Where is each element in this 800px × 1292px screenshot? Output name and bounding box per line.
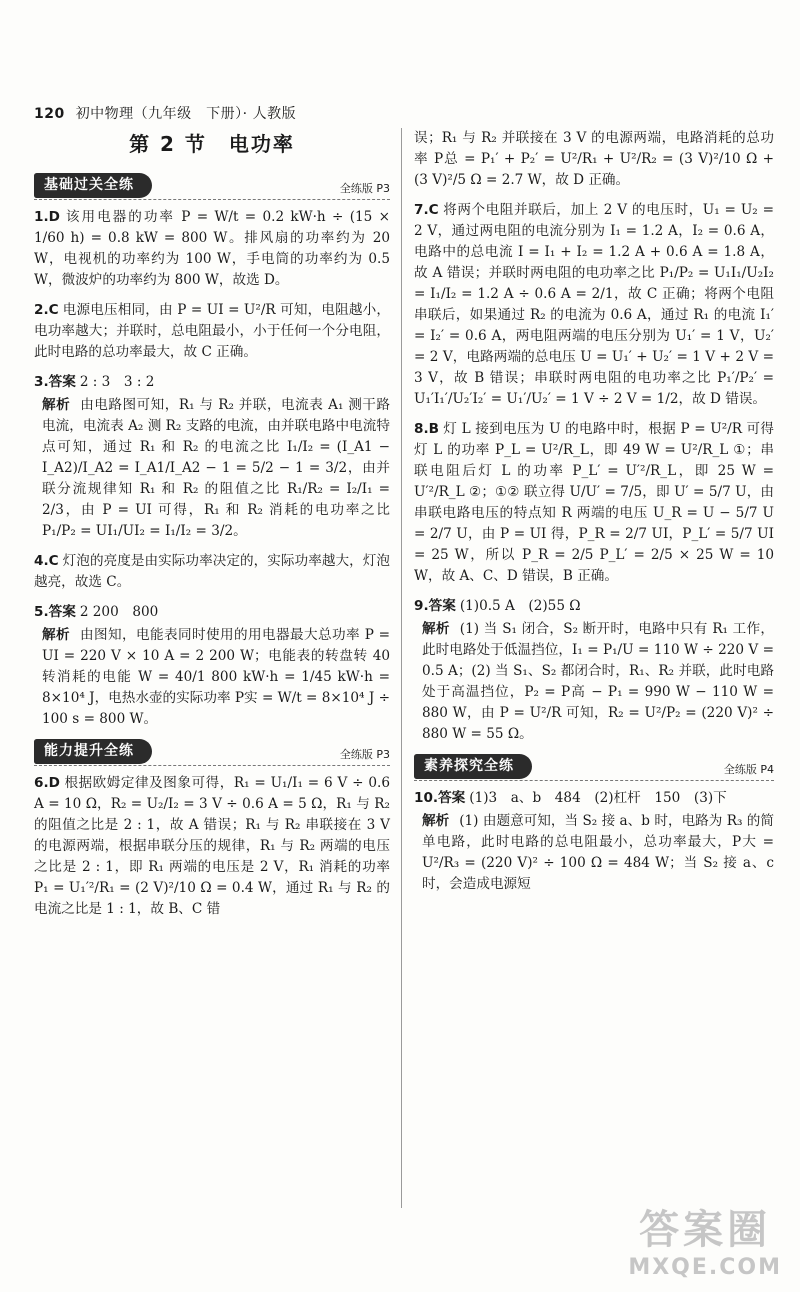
running-header xyxy=(34,103,296,123)
answer-item-5 xyxy=(34,602,390,730)
analysis-label: 解析 xyxy=(422,621,450,637)
item-number: 1.D xyxy=(34,209,60,225)
item-number: 10.答案 xyxy=(414,790,466,806)
answer-item-6 xyxy=(34,773,390,920)
section-title: 第 2 节 电功率 xyxy=(129,132,295,156)
column-divider xyxy=(401,128,402,1208)
item-number: 7.C xyxy=(414,202,439,218)
item-number: 6.D xyxy=(34,775,60,791)
dashed-rule xyxy=(414,780,774,781)
section-header-literacy xyxy=(414,754,774,778)
item-text: 灯 L 接到电压为 U 的电路中时，根据 P = U²/R 可得灯 L 的功率 P_L = U²/R_L，即 49 W = U²/R_L ①；串联电阻后灯 L 的功率 P_L′ = U′²/R_L，即 25 W = U′²/R_L ②；①② 联立得 U/U′ = 7/5，即 U′ = 5/7 U，由串联电路电压的特点知 R 两端的电压 U_R = U − 5/7 U = 2/7 U，由 P = UI 得，P_R = 2/7 UI，P_L′ = 5/7 UI = 25 W，所以 P_R = 2/5 P_L′ = 2/5 × 25 W = 10 W，故 A、C、D 错误，B 正确。 xyxy=(414,421,774,584)
item-number: 2.C xyxy=(34,302,59,318)
page-number: 120 xyxy=(34,106,65,122)
watermark-title: 答案圈 xyxy=(639,1207,772,1253)
answer-item-4 xyxy=(34,551,390,593)
answer-item-10 xyxy=(414,788,774,895)
dashed-rule xyxy=(34,765,390,766)
answer-item-6-continued xyxy=(414,128,774,191)
answer-item-7 xyxy=(414,200,774,410)
section-label: 基础过关全练 xyxy=(34,173,152,198)
item-number: 5.答案 xyxy=(34,604,76,620)
item-number: 9.答案 xyxy=(414,598,456,614)
item-text: 将两个电阻并联后，加上 2 V 的电压时，U₁ = U₂ = 2 V，通过两电阻的电流分别为 I₁ = 1.2 A，I₂ = 0.6 A，电路中的总电流 I = I₁ + I₂ = 1.2 A + 0.6 A = 1.8 A，故 A 错误；并联时两电阻的电功率之比 P₁/P₂ = U₁I₁/U₂I₂ = I₁/I₂ = 1.2 A ÷ 0.6 A = 2/1，故 C 正确；将两个电阻串联后，如果通过 R₂ 的电流为 0.6 A，通过 R₁ 的电流 I₁′ = I₂′ = 0.6 A，两电阻两端的电压分别为 U₁′ = 1 V，U₂′ = 2 V，电路两端的总电压 U = U₁′ + U₂′ = 1 V + 2 V = 3 V，故 B 错误；串联时两电阻的电功率之比 P₁′/P₂′ = U₁′I₁′/U₂′I₂′ = U₁′/U₂′ = 1 V ÷ 2 V = 1/2，故 D 错误。 xyxy=(414,202,774,407)
item-answer: (1)3 a、b 484 (2)杠杆 150 (3)下 xyxy=(469,790,727,806)
answer-item-2 xyxy=(34,300,390,363)
analysis-label: 解析 xyxy=(422,813,450,829)
answer-item-1 xyxy=(34,207,390,291)
answer-item-9 xyxy=(414,596,774,745)
book-info: 初中物理（九年级 下册）· 人教版 xyxy=(75,106,297,122)
section-header-ability xyxy=(34,739,390,763)
answer-item-3 xyxy=(34,372,390,542)
item-text: 由图知，电能表同时使用的用电器最大总功率 P = UI = 220 V × 10 A = 2 200 W；电能表的转盘转 40 转消耗的电能 W = 40/1 800 kW·h = 1/45 kW·h = 8×10⁴ J，电热水壶的实际功率 P实 = W/t = 8×10⁴ J ÷ 100 s = 800 W。 xyxy=(42,627,390,727)
answer-item-8 xyxy=(414,419,774,587)
item-number: 3.答案 xyxy=(34,374,76,390)
item-number: 8.B xyxy=(414,421,439,437)
item-answer: 2 : 3 3 : 2 xyxy=(79,374,155,390)
watermark-url: MXQE.COM xyxy=(628,1255,782,1280)
section-label: 素养探究全练 xyxy=(414,754,532,779)
analysis-label: 解析 xyxy=(42,397,71,413)
item-text: (1) 当 S₁ 闭合，S₂ 断开时，电路中只有 R₁ 工作，此时电路处于低温挡位，I₁ = P₁/U = 110 W ÷ 220 V = 0.5 A；(2) 当 S₁、S₂ 都闭合时，R₁、R₂ 并联，此时电路处于高温挡位，P₂ = P高 − P₁ = 990 W − 110 W = 880 W，由 P = U²/R 可知，R₂ = U²/P₂ = (220 V)² ÷ 880 W = 55 Ω。 xyxy=(422,621,775,742)
item-text: 误；R₁ 与 R₂ 并联接在 3 V 的电源两端，电路消耗的总功率 P总 = P₁′ + P₂′ = U²/R₁ + U²/R₂ = (3 V)²/10 Ω + (3 V)²/5 Ω = 2.7 W，故 D 正确。 xyxy=(414,130,774,188)
right-column xyxy=(414,128,774,904)
item-answer: (1)0.5 A (2)55 Ω xyxy=(459,598,581,614)
section-header-basic xyxy=(34,173,390,197)
item-text: 根据欧姆定律及图象可得，R₁ = U₁/I₁ = 6 V ÷ 0.6 A = 10 Ω，R₂ = U₂/I₂ = 3 V ÷ 0.6 A = 5 Ω，R₁ 与 R₂ 的阻值之比是 2 : 1，故 A 错误；R₁ 与 R₂ 串联接在 3 V 的电源两端，根据串联分压的规律，R₁ 与 R₂ 两端的电压之比是 2 : 1，即 R₁ 两端的电压是 2 V，R₁ 消耗的功率 P₁ = U₁′²/R₁ = (2 V)²/10 Ω = 0.4 W，通过 R₁ 与 R₂ 的电流之比是 1 : 1，故 B、C 错 xyxy=(34,775,390,917)
watermark-logo xyxy=(628,1198,782,1280)
item-text: 灯泡的亮度是由实际功率决定的，实际功率越大，灯泡越亮，故选 C。 xyxy=(34,553,390,590)
left-column xyxy=(34,128,390,929)
item-text: (1) 由题意可知，当 S₂ 接 a、b 时，电路为 R₃ 的简单电路，此时电路的总电阻最小，总功率最大，P大 = U²/R₃ = (220 V)² ÷ 100 Ω = 484 W；当 S₂ 接 a、c 时，会造成电源短 xyxy=(422,813,774,892)
item-text: 电源电压相同，由 P = UI = U²/R 可知，电阻越小，电功率越大；并联时，总电阻最小，小于任何一个分电阻，此时电路的总功率最大，故 C 正确。 xyxy=(34,302,390,360)
analysis-label: 解析 xyxy=(42,627,70,643)
item-text: 该用电器的功率 P = W/t = 0.2 kW·h ÷ (15 × 1/60 h) = 0.8 kW = 800 W。排风扇的功率约为 20 W，电视机的功率约为 100 W，手电筒的功率约为 0.5 W，微波炉的功率约为 800 W，故选 D。 xyxy=(34,209,390,288)
item-answer: 2 200 800 xyxy=(79,604,159,620)
section-ref: 全练版 P4 xyxy=(723,763,774,776)
dashed-rule xyxy=(34,199,390,200)
section-ref: 全练版 P3 xyxy=(339,748,390,761)
section-ref: 全练版 P3 xyxy=(339,182,390,195)
item-text: 由电路图可知，R₁ 与 R₂ 并联，电流表 A₁ 测干路电流，电流表 A₂ 测 R₂ 支路的电流，由并联电路中电流特点可知，通过 R₁ 和 R₂ 的电流之比 I₁/I₂ = (I_A1 − I_A2)/I_A2 = I_A1/I_A2 − 1 = 5/2 − 1 = 3/2，由并联分流规律知 R₁ 和 R₂ 的阻值之比 R₁/R₂ = I₂/I₁ = 2/3，由 P = UI 可得，R₁ 和 R₂ 消耗的电功率之比 P₁/P₂ = UI₁/UI₂ = I₁/I₂ = 3/2。 xyxy=(42,397,390,539)
section-label: 能力提升全练 xyxy=(34,739,152,764)
item-number: 4.C xyxy=(34,553,59,569)
